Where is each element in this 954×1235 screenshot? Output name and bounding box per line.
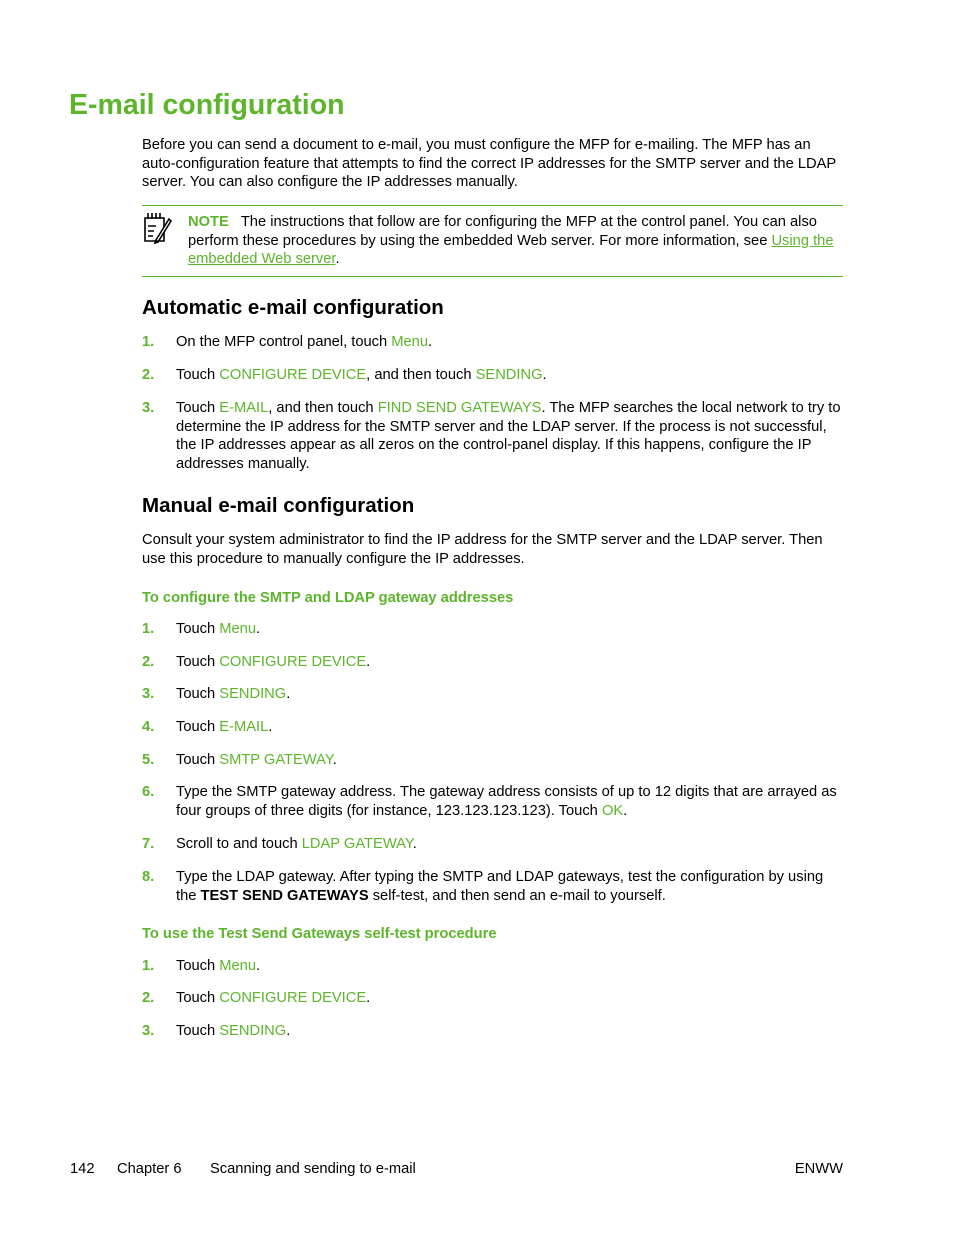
footer-chapter: Chapter 6 xyxy=(117,1161,182,1177)
list-item: 6. Type the SMTP gateway address. The gateway address consists of up to 12 digits that are arrayed as four groups of three digits (for instance, 123.123.123.123). Touch OK. xyxy=(142,784,837,819)
list-item: 4. Touch E-MAIL. xyxy=(142,719,273,735)
page-title: E-mail configuration xyxy=(69,89,345,121)
list-item: 3. Touch SENDING. xyxy=(142,686,291,702)
footer-right: ENWW xyxy=(794,1161,843,1177)
note-body: The instructions that follow are for configuring the MFP at the control panel. You can also perform these procedures by using the embedded Web server. For more information, see xyxy=(188,214,817,249)
list-item: 8. Type the LDAP gateway. After typing the SMTP and LDAP gateways, test the configuration by using the TEST SEND GATEWAYS self-test, and then send an e-mail to yourself. xyxy=(142,869,824,904)
manual-intro-paragraph: Consult your system administrator to find the IP address for the SMTP server and the LDAP server. Then use this procedure to manually configure the IP addresses. xyxy=(142,532,823,567)
list-item: 2. Touch CONFIGURE DEVICE. xyxy=(142,654,371,670)
list-item: 1. Touch Menu. xyxy=(142,621,261,637)
note-box xyxy=(142,205,843,277)
note-label: NOTE xyxy=(188,214,229,230)
note-icon xyxy=(142,210,172,244)
list-item: 2. Touch CONFIGURE DEVICE. xyxy=(142,990,371,1006)
list-item: 3. Touch SENDING. xyxy=(142,1023,291,1039)
auto-config-heading: Automatic e-mail configuration xyxy=(142,296,444,319)
footer-section: Scanning and sending to e-mail xyxy=(210,1161,416,1177)
manual-config-heading: Manual e-mail configuration xyxy=(142,494,415,517)
note-text: NOTE The instructions that follow are for configuring the MFP at the control panel. You can also perform these procedures by using the embedded Web server. For more information, see Using the embedded Web server. xyxy=(188,214,834,268)
list-item: 5. Touch SMTP GATEWAY. xyxy=(142,752,337,768)
embedded-web-server-link[interactable]: Using the embedded Web server xyxy=(188,232,834,268)
smtp-ldap-procedure-heading: To configure the SMTP and LDAP gateway addresses xyxy=(142,590,514,606)
test-send-procedure-heading: To use the Test Send Gateways self-test procedure xyxy=(142,926,497,942)
list-item: 3. Touch E-MAIL, and then touch FIND SEND GATEWAYS. The MFP searches the local network to try to determine the IP address for the SMTP server and the LDAP server. If the process is not successful, the IP addresses appear as all zeros on the control-panel display. If this happens, configure the IP addresses manually. xyxy=(142,400,841,472)
list-item: 1. On the MFP control panel, touch Menu. xyxy=(142,334,433,350)
list-item: 7. Scroll to and touch LDAP GATEWAY. xyxy=(142,836,417,852)
page-number: 142 xyxy=(70,1161,95,1177)
list-item: 2. Touch CONFIGURE DEVICE, and then touch SENDING. xyxy=(142,367,547,383)
page-footer xyxy=(70,1160,843,1178)
intro-paragraph: Before you can send a document to e-mail, you must configure the MFP for e-mailing. The MFP has an auto-configuration feature that attempts to find the correct IP addresses for the SMTP server and the LDAP server. You can also configure the IP addresses manually. xyxy=(142,137,836,191)
list-item: 1. Touch Menu. xyxy=(142,958,261,974)
